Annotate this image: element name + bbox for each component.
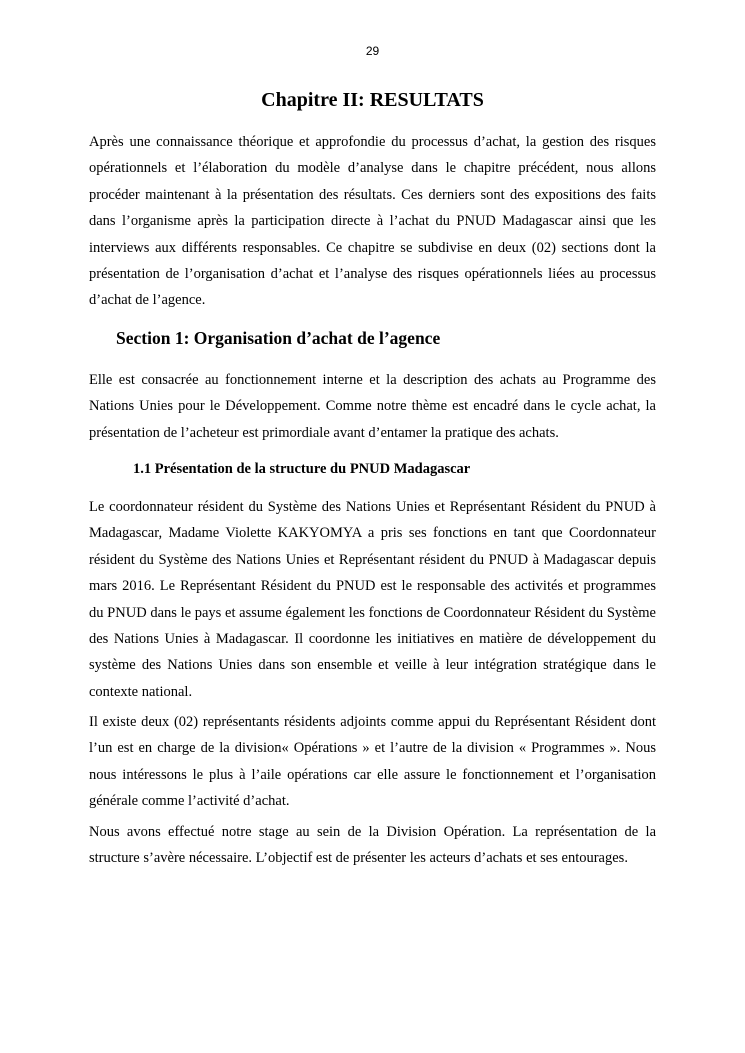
section-1-intro-paragraph: Elle est consacrée au fonctionnement interne et la description des achats au Programme des Nations Unies pour le Développement. Comme notre thème est encadré dans le cycle achat, la présentation de l’acheteur est primordiale avant d’entamer la pratique des achats. [89,372,656,441]
page-number: 29 [365,44,380,58]
section-1-heading: Section 1: Organisation d’achat de l’agence [116,328,441,348]
subsection-paragraph-3: Nous avons effectué notre stage au sein de la Division Opération. La représentation de la structure s’avère nécessaire. L’objectif est de présenter les acteurs d’achats et ses entourages. [89,824,656,867]
subsection-1-1-heading: 1.1 Présentation de la structure du PNUD Madagascar [133,461,471,477]
chapter-title-text: Chapitre II: RESULTATS [261,89,484,111]
subsection-paragraph-2: Il existe deux (02) représentants résidents adjoints comme appui du Représentant Résident dont l’un est en charge de la division« Opérations » et l’autre de la division « Programmes ». Nous nous intéressons le plus à l’aile opérations car elle assure le fonctionnement et l’organisation générale comme l’activité d’achat. [89,714,656,810]
subsection-paragraph-1: Le coordonnateur résident du Système des Nations Unies et Représentant Résident du PNUD à Madagascar, Madame Violette KAKYOMYA a pris ses fonctions en tant que Coordonnateur résident du Système des Nations Unies et Représentant résident du PNUD à Madagascar depuis mars 2016. Le Représentant Résident du PNUD est le responsable des activités et programmes du PNUD dans le pays et assume également les fonctions de Coordonnateur Résident du Système des Nations Unies à Madagascar. Il coordonne les initiatives en matière de développement du système des Nations Unies dans son ensemble et veille à leur intégration stratégique dans le contexte national. [89,499,656,700]
chapter-title [0,89,745,112]
chapter-intro-paragraph: Après une connaissance théorique et approfondie du processus d’achat, la gestion des risques opérationnels et l’élaboration du modèle d’analyse dans le chapitre précédent, nous allons procéder maintenant à la présentation des résultats. Ces derniers sont des expositions des faits dans l’organisme après la participation directe à l’achat du PNUD Madagascar ainsi que les interviews aux différents responsables. Ce chapitre se subdivise en deux (02) sections dont la présentation de l’organisation d’achat et l’analyse des risques opérationnels liées au processus d’achat de l’agence. [89,134,656,309]
